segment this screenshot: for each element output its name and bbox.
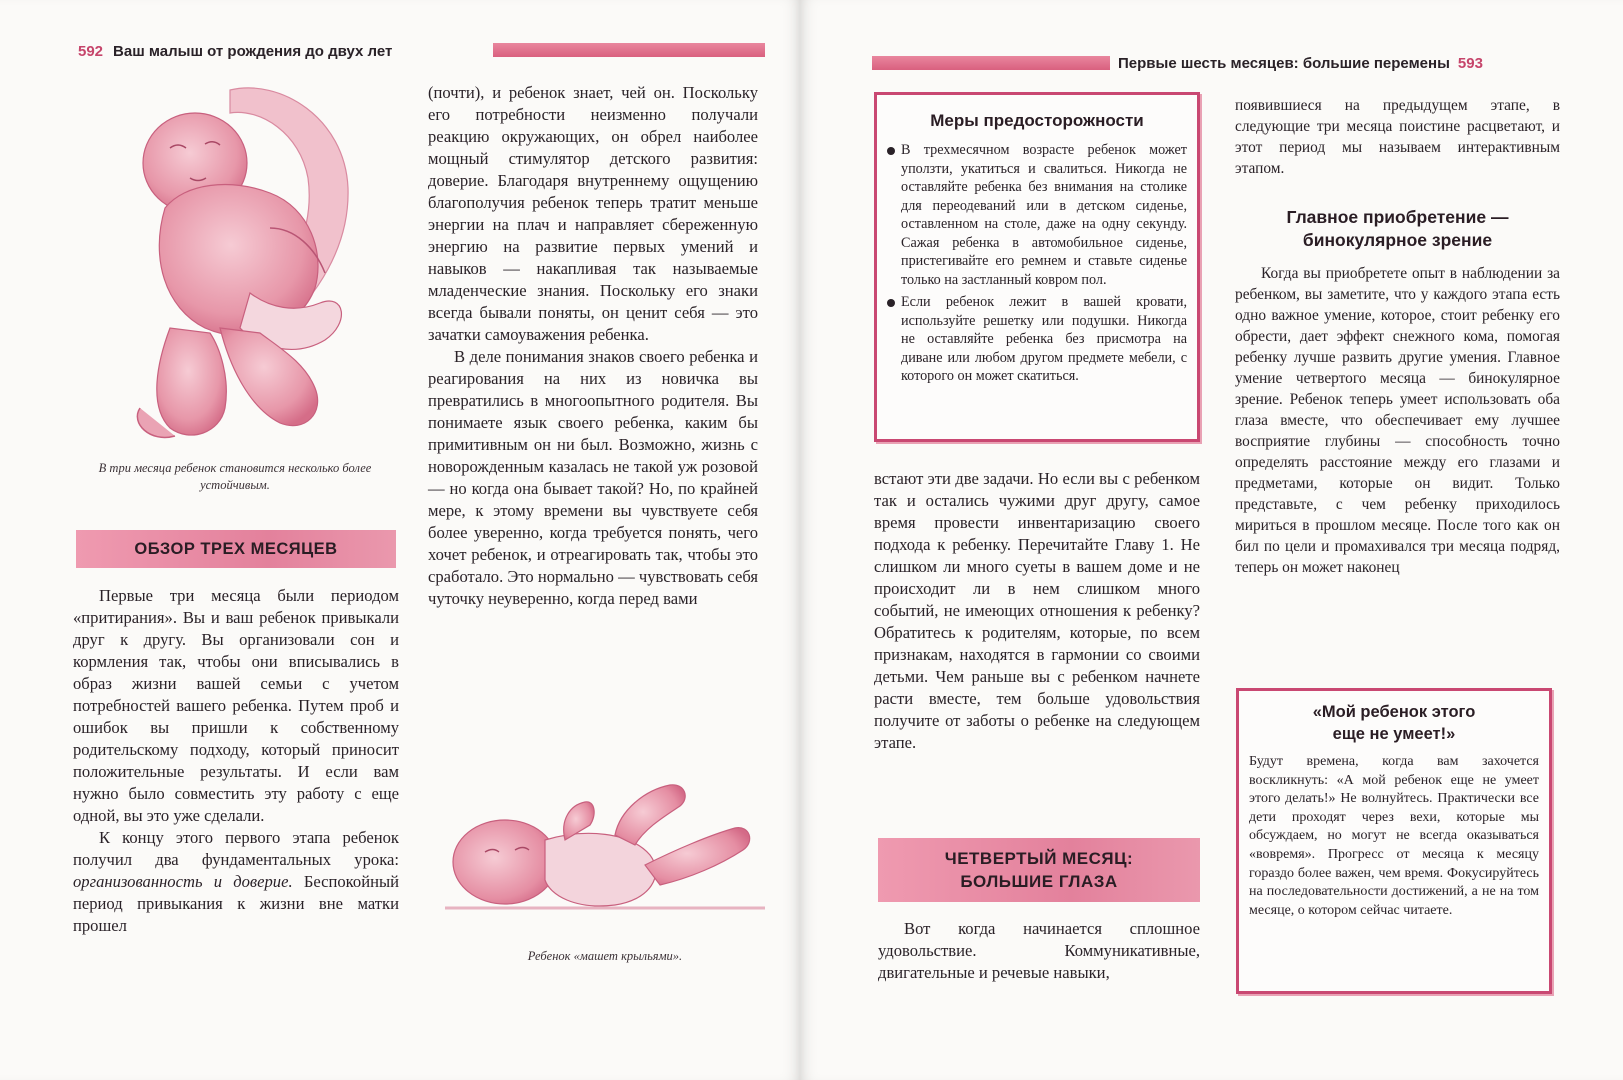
left-page-number: 592 (78, 43, 104, 60)
section-heading-fourth-month (878, 838, 1200, 902)
left-running-title: Ваш малыш от рождения до двух лет (113, 43, 393, 60)
not-yet-box (1236, 688, 1552, 994)
left-column-2 (428, 82, 758, 610)
precautions-bullet-1 (887, 141, 1187, 289)
figure2-caption: Ребенок «машет крыльями». (527, 949, 683, 963)
section-heading-line-1: ЧЕТВЕРТЫЙ МЕСЯЦ: (944, 849, 1134, 868)
binocular-vision-paragraph: Когда вы приобретете опыт в наблюдении за ребенком, вы заметите, что у каждого этапа есть одно важное умение, которое, стоит ребенку его обрести, дает эффект снежного кома, помогая ребенку лучше развить другие умения. Главное умение четвертого месяца — бинокулярное зрение. Ребенок теперь умеет использовать оба глаза вместе, что обеспечивает ему лучшее восприятие глубины — способность точно определять расстояние между его глазами и предметами, которые он видит. Только представьте, с чем ребенку приходилось мириться в прошлом месяце. После того как он бил по цели и промахивался три месяца подряд, теперь он может наконец (1235, 265, 1560, 576)
section-heading-line-2: БОЛЬШИЕ ГЛАЗА (960, 872, 1118, 891)
overview-paragraph-1: Первые три месяца были периодом «притирания». Вы и ваш ребенок привыкали друг к другу. Вы организовали сон и кормления так, чтобы они вписывались в образ жизни вашей семьи с учетом потребностей вашего ребенка. Путем проб и ошибок вы пришли к собственному родительскому подходу, который приносит положительные результаты. И если вам нужно было совместить эту работу с еще одной, вы это уже сделали. (73, 586, 399, 825)
right-column-2 (1235, 263, 1560, 578)
bullet-icon (887, 147, 895, 155)
precautions-body (887, 141, 1187, 386)
bullet-icon (887, 299, 895, 307)
column2-continuation: (почти), и ребенок знает, чей он. Поскольку его потребности неизменно получали реакцию окружающих, он обрел наиболее мощный стимулятор детского развития: доверие. Благодаря внутреннему ощущению благополучия ребенок теперь тратит меньше энергии на плач и направляет сбереженную энергию на развитие первых умений и навыков — накапливая так называемые младенческие знания. Поскольку его знаки всегда бывали поняты, он ценит себя — это зачатки самоуважения ребенка. (428, 83, 758, 344)
subheading-line-2: бинокулярное зрение (1302, 230, 1493, 250)
not-yet-title-line-2: еще не умеет!» (1332, 725, 1456, 743)
overview-paragraph-2 (73, 827, 399, 937)
baby-waving-illustration (445, 780, 765, 920)
overview-paragraph-2-end: Беспокойный период привыкания к жизни вне матки прошел (73, 872, 399, 935)
right-running-title: Первые шесть месяцев: большие перемены (1118, 55, 1450, 72)
figure1-caption: В три месяца ребенок становится несколько более устойчивым. (98, 461, 372, 492)
column2-paragraph-2: В деле понимания знаков своего ребенка и реагирования на них из новичка вы превратились в многоопытного родителя. Вы понимаете язык своего ребенка, каким бы примитивным он ни был. Возможно, жизнь с новорожденным казалась не такой уж розовой — но когда она бывает такой? Но, по крайней мере, к этому времени вы чувствуете себя более уверенно, когда требуется понять, чего хочет ребенок, и отреагировать так, чтобы это сработало. Это нормально — чувствовать себя чуточку неуверенно, когда перед вами (428, 347, 758, 608)
right-column-1-bottom (878, 918, 1200, 984)
column4-continuation: появившиеся на предыдущем этапе, в следующие три месяца поистине расцветают, и этот период мы называем интерактивным этапом. (1235, 97, 1560, 177)
left-column-1 (73, 585, 399, 937)
not-yet-title-line-1: «Мой ребенок этого (1312, 703, 1476, 721)
right-column-2-top (1235, 95, 1560, 179)
left-page (0, 0, 800, 1080)
left-running-head (78, 43, 392, 60)
left-header-bar (493, 43, 765, 57)
subheading-line-1: Главное приобретение — (1286, 207, 1509, 227)
precautions-bullet-2-text: Если ребенок лежит в вашей кровати, используйте решетку или подушки. Никогда не оставляйте ребенка без присмотра на диване или любом другом предмете мебели, с которого он может скатиться. (901, 294, 1187, 384)
right-page (800, 0, 1623, 1080)
right-header-bar (872, 56, 1110, 70)
baby-on-shoulder-illustration (110, 78, 370, 448)
right-page-number: 593 (1457, 55, 1483, 72)
right-column-1 (874, 468, 1200, 754)
right-running-head (1118, 55, 1483, 72)
column3-continuation: встают эти две задачи. Но если вы с ребенком так и остались чужими друг другу, самое время провести инвентаризацию своего подхода к ребенку. Перечитайте Главу 1. Не слишком ли много суеты в вашем доме и не происходит ли в нем слишком много событий, не имеющих отношения к ребенку? Обратитесь к родителям, которые, по всем признакам, находятся в гармонии со своими детьми. Чем раньше вы с ребенком начнете расти вместе, тем больше удовольствия получите от заботы о ребенке на следующем этапе. (874, 469, 1200, 752)
not-yet-text: Будут времена, когда вам захочется воскликнуть: «А мой ребенок еще не умеет этого делать!» Не волнуйтесь. Практически все дети проходят через вехи, которые мы обсуждаем, но могут не всегда оказываться «вовремя». Прогресс от месяца к месяцу гораздо более важен, чем время. Фокусируйтесь на последовательности достижений, а не на том месяце, о котором сейчас читаете. (1249, 754, 1539, 918)
not-yet-title (1249, 701, 1539, 745)
subheading-binocular-vision (1235, 206, 1560, 252)
precautions-bullet-2 (887, 293, 1187, 386)
precautions-box (874, 92, 1200, 442)
fourth-month-intro: Вот когда начинается сплошное удовольствие. Коммуникативные, двигательные и речевые навыки, (878, 919, 1200, 982)
precautions-title: Меры предосторожности (930, 111, 1144, 130)
overview-emphasis: организованность и доверие. (73, 872, 293, 891)
overview-paragraph-2-start: К концу этого первого этапа ребенок получил два фундаментальных урока: (73, 828, 399, 869)
precautions-bullet-1-text: В трехмесячном возрасте ребенок может уползти, укатиться и свалиться. Никогда не оставляйте ребенка без внимания на столике для переодеваний или в детском сиденье, оставленном на столе, даже на одну секунду. Сажая ребенка в автомобильное сиденье, пристегивайте его ремнем и ставьте сиденье только на застланный ковром пол. (901, 142, 1187, 288)
section-heading-overview: ОБЗОР ТРЕХ МЕСЯЦЕВ (76, 530, 396, 568)
